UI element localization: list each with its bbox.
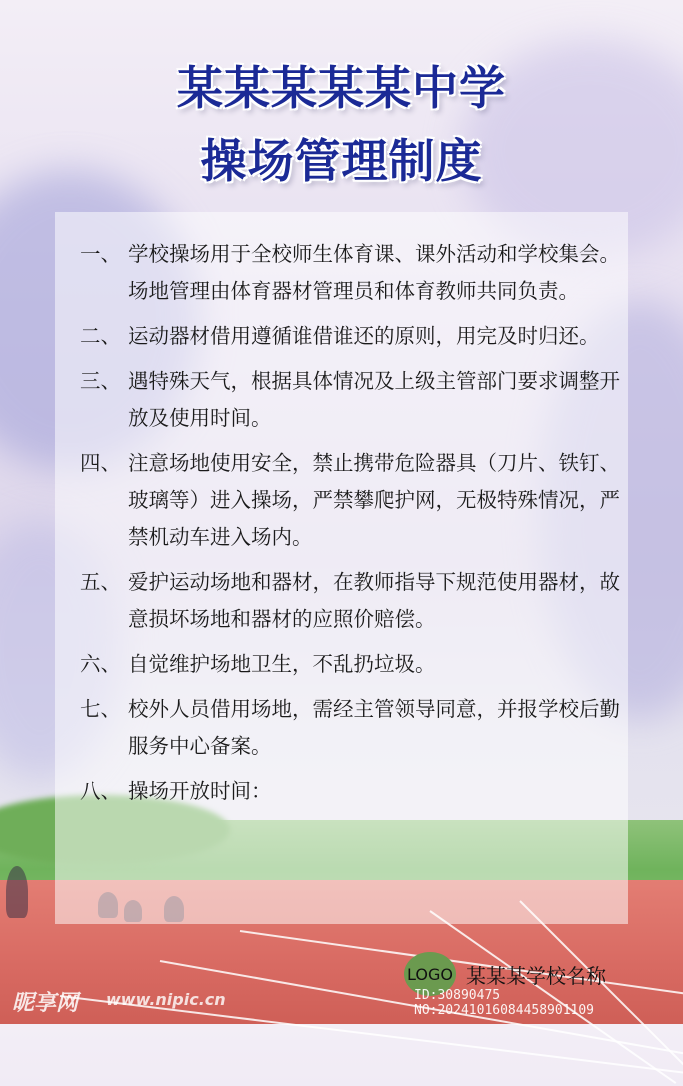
rule-item — [80, 646, 620, 683]
watermark-url: www.nipic.cn — [106, 990, 226, 1009]
rule-item — [80, 318, 620, 355]
rule-number: 八、 — [80, 779, 121, 803]
rules-list — [80, 236, 620, 818]
rule-text: 运动器材借用遵循谁借谁还的原则，用完及时归还。 — [128, 324, 600, 348]
rule-number: 三、 — [80, 369, 121, 393]
rule-item — [80, 445, 620, 556]
rule-text: 操场开放时间： — [128, 779, 272, 803]
rule-text: 遇特殊天气，根据具体情况及上级主管部门要求调整开放及使用时间。 — [128, 369, 620, 430]
rule-item — [80, 236, 620, 310]
rule-number: 七、 — [80, 697, 121, 721]
poster-title-rules: 操场管理制度 — [200, 134, 483, 188]
poster-title-school: 某某某某某中学 — [177, 61, 506, 115]
watermark-site-name: 昵享网 — [12, 991, 79, 1016]
rule-number: 二、 — [80, 324, 121, 348]
rule-item — [80, 363, 620, 437]
rule-number: 四、 — [80, 451, 121, 475]
rule-number: 一、 — [80, 242, 121, 266]
rule-text: 校外人员借用场地，需经主管领导同意，并报学校后勤服务中心备案。 — [128, 697, 620, 758]
rule-text: 注意场地使用安全，禁止携带危险器具（刀片、铁钉、玻璃等）进入操场，严禁攀爬护网，无极特殊情况，严禁机动车进入场内。 — [128, 451, 620, 549]
rule-number: 五、 — [80, 570, 121, 594]
watermark-id: ID:30890475 NO:20241016084458901109 — [414, 988, 595, 1018]
seated-person-figure — [6, 866, 28, 918]
rule-item — [80, 691, 620, 765]
rule-item — [80, 773, 620, 810]
rule-item — [80, 564, 620, 638]
rule-text: 爱护运动场地和器材，在教师指导下规范使用器材，故意损坏场地和器材的应照价赔偿。 — [128, 570, 620, 631]
school-logo-placeholder: LOGO — [404, 952, 456, 996]
rule-text: 自觉维护场地卫生，不乱扔垃圾。 — [128, 652, 436, 676]
school-name: 某某某学校名称 — [466, 964, 606, 988]
rule-number: 六、 — [80, 652, 121, 676]
rule-text: 学校操场用于全校师生体育课、课外活动和学校集会。场地管理由体育器材管理员和体育教师共同负责。 — [128, 242, 620, 303]
